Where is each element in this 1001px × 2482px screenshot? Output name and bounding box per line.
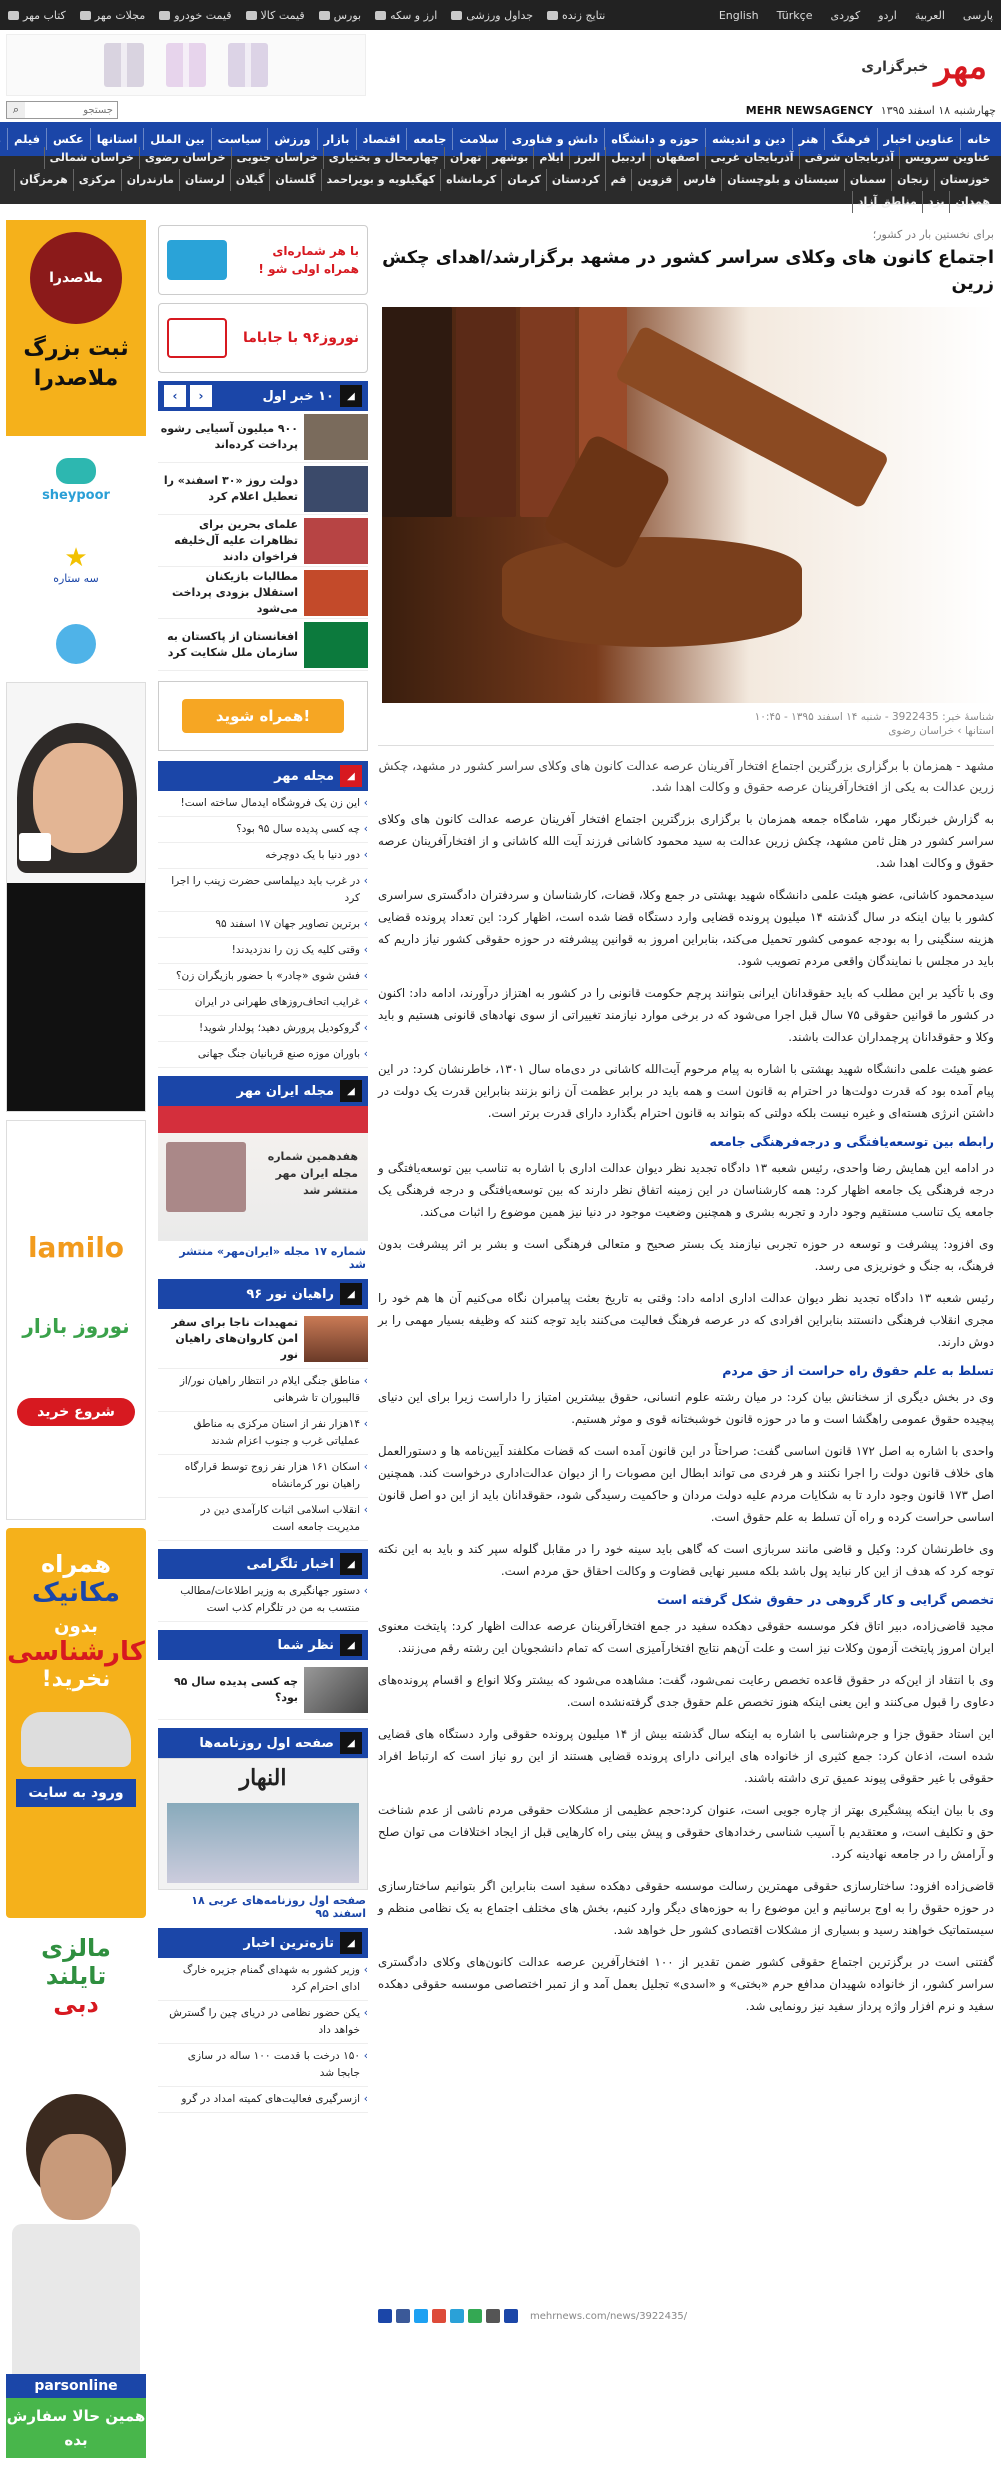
- language-option[interactable]: اردو: [878, 8, 897, 22]
- news-title: دولت روز «۳۰ اسفند» را تعطیل اعلام کرد: [163, 473, 298, 503]
- magazine-item[interactable]: › فشن شوی «چادر» با حضور بازیگران زن؟: [158, 964, 368, 990]
- sheypoor-logo-icon: [56, 458, 96, 484]
- news-thumbnail: [304, 622, 368, 668]
- search-icon[interactable]: ⌕: [7, 102, 25, 118]
- nav-item[interactable]: سلامت: [452, 128, 504, 150]
- utility-link[interactable]: [80, 9, 145, 22]
- opinion-item[interactable]: [158, 1660, 368, 1720]
- person-shirt: [12, 2224, 140, 2374]
- share-bar: [378, 2306, 994, 2326]
- utility-link-label: قیمت کالا: [260, 8, 305, 22]
- ad-text: نوروز بازار: [22, 1314, 130, 1338]
- start-shopping-button[interactable]: شروع خرید: [17, 1398, 135, 1426]
- province-link[interactable]: کهگیلویه و بویراحمد: [321, 169, 441, 191]
- section-title: اخبار تلگرامی: [246, 1556, 334, 1572]
- top-utility-bar: [0, 0, 1001, 30]
- pilgrims-header: [158, 1279, 368, 1309]
- search-input[interactable]: [25, 102, 117, 118]
- article-body-section-3: [378, 1386, 994, 1582]
- top-news-item[interactable]: [158, 515, 368, 567]
- nav-item[interactable]: جامعه: [406, 128, 452, 150]
- article-paragraph: وی خاطرنشان کرد: وکیل و قاضی مانند سربازی است که گاهی باید سینه خود را در مقابل گلوله سپر کند و باید به این نکته توجه کرد که هدف از این کار نباید پول باشد بلکه مسیر نهایی قضاوت و وکالت احقاق حق مردم است.: [378, 1542, 994, 1578]
- news-title: ۹۰۰ میلیون آسیایی رشوه پرداخت کرده‌اند: [160, 421, 298, 451]
- ad-text: با هر شماره‌ای همراه اولی شو !: [258, 244, 359, 276]
- pilgrims-item[interactable]: › مناطق جنگی ایلام در انتظار راهیان نور/از قالیبوران تا شرهانی: [158, 1369, 368, 1412]
- latest-header: [158, 1928, 368, 1958]
- nav-item[interactable]: [0, 128, 7, 150]
- nav-item[interactable]: استانها: [90, 128, 144, 150]
- article-body-section-2: [378, 1157, 994, 1353]
- lamilo-ad[interactable]: [6, 1120, 146, 1520]
- car-icon: [159, 11, 170, 20]
- utility-link-label: بورس: [333, 8, 362, 22]
- whatsapp-icon[interactable]: [468, 2309, 482, 2323]
- utility-link[interactable]: [8, 9, 66, 22]
- opinion-header: [158, 1630, 368, 1660]
- top-news-item[interactable]: [158, 411, 368, 463]
- news-thumbnail: [304, 570, 368, 616]
- article-paragraph: قاضی‌زاده افزود: ساختارسازی حقوقی مهمترین رسالت موسسه حقوقی دهکده سفید است بنابراین اگر بتوانیم ساختارسازی در حوزه حقوق را به اوج برسانیم و این موضوع را به حوزه‌های دیگر وارد کنیم، بخش های مختلف اجتماع به یک نظامی منظم و سیستماتیک خواهند رسید و بسیاری از مشکلات اقتصادی کشور حل خواهد شد.: [378, 1879, 994, 1937]
- ad-text: دبی: [53, 1990, 99, 2018]
- article-lead: مشهد - همزمان با برگزاری بزرگترین اجتماع افتخار آفرینان عرصه عدالت کانون های وکلای سراسر کشور در مشهد، چکش زرین عدالت به یکی از افتخارآفرینان عرصه حقوق و وکالت اهدا شد.: [378, 759, 994, 794]
- ear-logo-icon: [56, 624, 96, 664]
- magazine-item[interactable]: › وقتی کلیه یک زن را ندزدیدند!: [158, 938, 368, 964]
- date-group: [746, 104, 996, 117]
- top10-list: [158, 411, 368, 671]
- jabama-ad[interactable]: [158, 303, 368, 373]
- language-option[interactable]: کوردی: [830, 8, 861, 22]
- nav-item[interactable]: حوزه و دانشگاه: [604, 128, 705, 150]
- current-date: چهارشنبه ۱۸ اسفند ۱۳۹۵: [880, 103, 996, 117]
- province-link[interactable]: چهارمحال و بختیاری: [323, 147, 444, 169]
- telegram-header: [158, 1549, 368, 1579]
- article-paragraph: این استاد حقوق جزا و جرم‌شناسی با اشاره به اینکه سال گذشته بیش از ۱۴ میلیون پرونده حقوقی وارد دستگاه های قضایی شده است، اذعان کرد: جمع کثیری از خانواده های ایرانی دارای پرونده قضایی هستند از این رو نیاز است که ارتباط افراد حقوقی با غیر حقوقی پیوند عمیق تری داشته باشند.: [378, 1727, 994, 1785]
- section-title: صفحه اول روزنامه‌ها: [199, 1735, 334, 1751]
- magazine-item[interactable]: › باوران موزه صنع قربانیان جنگ جهانی: [158, 1042, 368, 1068]
- gift-box-icon: [104, 43, 144, 87]
- section-title: نظر شما: [277, 1637, 334, 1653]
- nav-item[interactable]: عناوین اخبار: [877, 128, 961, 150]
- pilgrims-item[interactable]: › ۱۴هزار نفر از استان مرکزی به مناطق عملیاتی غرب و جنوب اعزام شدند: [158, 1412, 368, 1455]
- nav-item[interactable]: فرهنگ: [824, 128, 876, 150]
- newspaper-front-page[interactable]: [158, 1758, 368, 1890]
- ad-text: مالزی: [41, 1934, 111, 1962]
- iranmehr-header: [158, 1076, 368, 1106]
- email-icon[interactable]: [486, 2309, 500, 2323]
- utility-link[interactable]: [451, 9, 533, 22]
- section-bullet-icon: ◢: [340, 1553, 362, 1575]
- se-setareh-ad[interactable]: [6, 536, 146, 606]
- magazine-list: [158, 791, 368, 1068]
- language-option[interactable]: پارسی: [962, 8, 993, 22]
- trophy-icon: [451, 11, 462, 20]
- order-now-button[interactable]: همین حالا سفارش بده: [6, 2398, 146, 2458]
- province-link[interactable]: یزد: [922, 191, 950, 213]
- language-switcher: [719, 9, 993, 22]
- province-link[interactable]: سمنان: [844, 169, 891, 191]
- province-link[interactable]: مناطق آزاد: [852, 191, 922, 213]
- province-link[interactable]: آذربایجان شرقی: [799, 147, 899, 169]
- section-bullet-icon: ◢: [340, 385, 362, 407]
- ad-text: نخرید!: [41, 1667, 111, 1692]
- hamrah-mechanic-ad[interactable]: [6, 1528, 146, 1918]
- ad-text: مکانیک: [32, 1578, 120, 1608]
- language-option[interactable]: Türkçe: [776, 8, 813, 22]
- province-link[interactable]: کردستان: [546, 169, 605, 191]
- province-link[interactable]: کرمانشاه: [440, 169, 501, 191]
- magazine-header: [158, 761, 368, 791]
- cup-icon: [19, 833, 51, 861]
- header-info-bar: [6, 100, 996, 120]
- nav-item[interactable]: خانه: [960, 128, 997, 150]
- top-news-item[interactable]: [158, 619, 368, 671]
- nav-item[interactable]: دین و اندیشه: [705, 128, 792, 150]
- site-logo[interactable]: [729, 38, 987, 96]
- pilgrims-item[interactable]: › انقلاب اسلامی اثبات کارآمدی دین در مدیریت جامعه است: [158, 1498, 368, 1541]
- iranmehr-cover-image[interactable]: [158, 1106, 368, 1241]
- article-subheading: رابطه بین توسعه‌یافتگی و درجه‌فرهنگی جامعه: [709, 1134, 994, 1149]
- section-bullet-icon: ◢: [340, 1080, 362, 1102]
- nav-item[interactable]: عکس: [46, 128, 90, 150]
- coin-icon: [375, 11, 386, 20]
- next-arrow-icon[interactable]: ›: [190, 385, 212, 407]
- nav-item[interactable]: بازار: [317, 128, 356, 150]
- ad-text: کارشناسی: [7, 1637, 145, 1667]
- province-link[interactable]: گیلان: [230, 169, 270, 191]
- section-bullet-icon: ◢: [340, 765, 362, 787]
- sheypoor-ad[interactable]: [6, 444, 146, 528]
- cart-icon: [246, 11, 257, 20]
- magazine-item[interactable]: › چه کسی پدیده سال ۹۵ بود؟: [158, 817, 368, 843]
- person-face: [40, 2134, 112, 2220]
- article: [378, 228, 994, 2027]
- province-link[interactable]: همدان: [949, 191, 995, 213]
- section-title: راهیان نور ۹۶: [246, 1286, 334, 1302]
- province-link[interactable]: کرمان: [501, 169, 546, 191]
- province-link[interactable]: سیستان و بلوچستان: [721, 169, 844, 191]
- section-title: ۱۰ خبر اول: [262, 388, 334, 404]
- article-paragraph: سیدمحمود کاشانی، عضو هیئت علمی دانشگاه شهید بهشتی در جمع وکلا، قضات، کارشناسان و سردفتران دادگستری سراسری کشور با بیان اینکه در سال گذشته ۱۴ میلیون پرونده قضایی وارد دستگاه قضا شده است، اظهار کرد: این تعداد پرونده قضایی هزینه سنگینی را به بودجه عمومی کشور تحمیل می‌کند، بنابراین امروز به قوانین پیشرفته در حوزه حقوقی کشور نیاز داریم که باید در مجلس با نمایندگان واقعی مردم تصویب شود.: [378, 888, 994, 968]
- chart-icon: [319, 11, 330, 20]
- province-link[interactable]: قم: [605, 169, 632, 191]
- news-title: افغانستان از پاکستان به سازمان ملل شکایت کرد: [167, 629, 298, 659]
- mollasadra-badge: ملاصدرا: [30, 232, 122, 324]
- short-link[interactable]: mehrnews.com/news/3922435/: [530, 2310, 688, 2322]
- magazine-icon: [80, 11, 91, 20]
- news-title: مطالبات بازیکنان استقلال بزودی پرداخت می‌شود: [171, 569, 298, 615]
- latest-news-item[interactable]: › ازسرگیری فعالیت‌های کمیته امداد در گرو: [158, 2087, 368, 2113]
- magazine-item[interactable]: › گروکودیل پرورش دهید؛ پولدار شوید!: [158, 1016, 368, 1042]
- magazine-item[interactable]: › دور دنیا با یک دوچرخه: [158, 843, 368, 869]
- nav-item[interactable]: هنر: [792, 128, 825, 150]
- newspapers-header: [158, 1728, 368, 1758]
- province-link[interactable]: لرستان: [179, 169, 230, 191]
- province-link[interactable]: مازندران: [121, 169, 179, 191]
- more-share-icon[interactable]: [504, 2309, 518, 2323]
- book-icon: [8, 11, 19, 20]
- pilgrims-item[interactable]: › اسکان ۱۶۱ هزار نفر زوج توسط قرارگاه راهیان نور کرمانشاه: [158, 1455, 368, 1498]
- tour-ad[interactable]: [6, 1926, 146, 2086]
- province-link[interactable]: خراسان جنوبی: [231, 147, 323, 169]
- utility-link[interactable]: [375, 9, 437, 22]
- section-title: مجله ایران مهر: [236, 1083, 334, 1099]
- magazine-item[interactable]: › این زن یک فروشگاه ایدمال ساخته است!: [158, 791, 368, 817]
- prev-arrow-icon[interactable]: ‹: [164, 385, 186, 407]
- utility-link[interactable]: [159, 9, 231, 22]
- province-link[interactable]: البرز: [569, 147, 606, 169]
- article-paragraph: گفتنی است در برگزترین اجتماع حقوقی کشور ضمن تقدیر از ۱۰۰ افتخارآفرین عرصه عدالت کانون‌های وکلای دادگستری سراسر کشور، از خانواده شهیدان مدافع حرم «بختی» و «اسدی» تجلیل بعمل آمد و از تمبر اختصاصی موسسه حقوقی دهکده سفید و نرم افزار واژه پرداز سفید نیز رونمایی شد.: [378, 1955, 995, 2013]
- article-paragraph: به گزارش خبرنگار مهر، شامگاه جمعه همزمان با برگزاری بزرگترین اجتماع افتخار آفرینان عرصه عدالت کانون های وکلای سراسر کشور در هتل ثامن مشهد، چکش زرین عدالت به سید محمود کاشانی فرزند آیت الله کاشانی و از افتخارآفرینان عرصه حقوق و وکالت اهدا شد.: [378, 812, 994, 870]
- nav-item[interactable]: فیلم: [7, 128, 46, 150]
- utility-link-label: ارز و سکه: [390, 8, 438, 22]
- latest-news-item[interactable]: › یکن حضور نظامی در دریای چین را گسترش خواهد داد: [158, 2001, 368, 2044]
- news-thumbnail: [304, 1316, 368, 1362]
- mollasadra-ad[interactable]: [6, 220, 146, 436]
- province-link[interactable]: خراسان رضوی: [139, 147, 231, 169]
- province-link[interactable]: زنجان: [891, 169, 934, 191]
- ad-text: نوروز۹۶ با جاباما: [243, 330, 359, 346]
- province-link[interactable]: تهران: [444, 147, 486, 169]
- top-news-item[interactable]: [158, 567, 368, 619]
- pilgrims-list: [158, 1369, 368, 1541]
- section-title: مجله مهر: [274, 768, 334, 784]
- article-paragraph: واحدی با اشاره به اصل ۱۷۲ قانون اساسی گفت: صراحتاً در این قانون آمده است که قضات مکلفند آیین‌نامه ها و دستورالعمل های خلاف قانون دولت را اجرا نکنند و هر فردی می تواند ابطال این مصوبات را از دیوان عدالت‌اداری درخواست کند. همچنین اصل ۱۷۳ قانون وجود دارد تا به شکایات مردم علیه دولت مردان و حاکمیت رسیدگی شود، حقوقدانان باید از این دو اصل قانون اساسی حراست کرده و راه آن تسلط به علم حقوق است.: [378, 1444, 994, 1524]
- province-link[interactable]: اردبیل: [605, 147, 650, 169]
- article-headline: اجتماع کانون های وکلای سراسر کشور در مشهد برگزارشد/اهدای چکش زرین: [382, 248, 994, 294]
- cover-text: هفدهمین شماره مجله ایران مهر منتشر شد: [267, 1150, 358, 1197]
- province-link[interactable]: اصفهان: [650, 147, 704, 169]
- article-body-section-1: [378, 808, 994, 1124]
- logo-subtitle: خبرگزاری: [861, 59, 929, 75]
- provinces-navigation: [0, 151, 1001, 208]
- utility-link-label: کتاب مهر: [23, 8, 66, 22]
- news-thumbnail: [304, 414, 368, 460]
- utility-link-label: جداول ورزشی: [466, 8, 534, 22]
- left-ad-column: [6, 220, 146, 2482]
- language-option[interactable]: العربیة: [914, 8, 945, 22]
- section-bullet-icon: ◢: [340, 1283, 362, 1305]
- join-button[interactable]: همراه شوید!: [182, 699, 344, 733]
- article-hero-image-gavel: [382, 307, 994, 703]
- article-body-section-4: [378, 1615, 994, 2017]
- utility-links: [8, 9, 605, 22]
- article-paragraph: وی با تأکید بر این مطلب که باید حقوقدانان ایرانی بتوانند پرچم حکومت قانونی را در کشور به اهتزاز درآورند، ادامه داد: اکنون در کشور ما قوانین حقوقی ۷۵ سال قبل اجرا می‌شود که در برخی موارد نیازمند تغییراتی از سوی نهادهای قانونی هستیم و باید وکلا و حقوقدانان پرچمداران عدالت باشند.: [378, 986, 994, 1044]
- province-link[interactable]: عناوین سرویس: [899, 147, 995, 169]
- ad-text: lamilo: [27, 1231, 125, 1264]
- gift-box-icon: [228, 43, 268, 87]
- province-link[interactable]: خوزستان: [934, 169, 995, 191]
- province-link[interactable]: آذربایجان غربی: [705, 147, 799, 169]
- latest-list: [158, 1958, 368, 2113]
- article-paragraph: مجید قاضی‌زاده، دبیر اتاق فکر موسسه حقوقی دهکده سفید در جمع افتخارآفرینان عرصه عدالت اظهار کرد: پایتخت معنوی ایران امروز پایتخت آزمون وکلات نیز است و علت آن‌هم نتایج افتخارآمیزی است که تمام دانشجویان این رشته رقم می‌زنند.: [378, 1619, 994, 1655]
- top-news-item[interactable]: [158, 463, 368, 515]
- article-paragraph: عضو هیئت علمی دانشگاه شهید بهشتی با اشاره به پیام مرحوم آیت‌الله کاشانی در دی‌ماه سال ۱۳۰۱، خاطرنشان کرد: در این پیام آمده بود که قدرت دولت‌ها در احترام به قانون است و همه باید در برابر عظمت آن زانو بزنند بنابراین قدرت یک دولت در داشتن انرژی هسته‌ای و غیره نیست بلکه دولتی که بتواند به قانون احترام بگذارد دارای قدرت برتر است.: [378, 1062, 994, 1120]
- person-ad[interactable]: [6, 682, 146, 1112]
- article-kicker: برای نخستین بار در کشور؛: [872, 228, 994, 241]
- province-link[interactable]: قزوین: [631, 169, 677, 191]
- province-link[interactable]: مرکزی: [73, 169, 121, 191]
- article-paragraph: رئیس شعبه ۱۳ دادگاه تجدید نظر دیوان عدالت اداری ادامه داد: وقتی به تاریخ بعثت پیامبران نگاه می‌کنیم آن ها هم خود را مجری انقلاب فرهنگی دانستند بنابراین افرادی که در عرصه فرهنگ فعالیت می‌کنند باید توجه کنند که وظیفه بسیار مهمی را بر دوش دارند.: [378, 1291, 994, 1349]
- print-icon[interactable]: [378, 2309, 392, 2323]
- article-paragraph: وی افزود: پیشرفت و توسعه در حوزه تجربی نیازمند یک بستر صحیح و متعالی فرهنگی است و بشر بر اثر پیشرفت بدون فرهنگ، به جنگ و خونریزی می رسد.: [378, 1237, 994, 1273]
- join-cta-box: [158, 681, 368, 751]
- section-bullet-icon: ◢: [340, 1634, 362, 1656]
- ear-ad[interactable]: [6, 614, 146, 674]
- section-bullet-icon: ◢: [340, 1732, 362, 1754]
- province-link[interactable]: هرمزگان: [14, 169, 73, 191]
- facebook-icon[interactable]: [396, 2309, 410, 2323]
- car-icon: [21, 1712, 131, 1767]
- ad-text: بدون: [54, 1616, 98, 1637]
- utility-link[interactable]: [319, 9, 361, 22]
- magazine-item[interactable]: › غرایب اتحاف‌روزهای طهرانی در ایران: [158, 990, 368, 1016]
- ad-text: سه ستاره: [53, 572, 99, 585]
- nav-item[interactable]: سیاست: [211, 128, 268, 150]
- province-link[interactable]: بوشهر: [486, 147, 533, 169]
- section-bullet-icon: ◢: [340, 1932, 362, 1954]
- ad-text: sheypoor: [42, 488, 110, 503]
- article-subheading: تسلط به علم حقوق راه حراست از حق مردم: [722, 1363, 994, 1378]
- magazine-item[interactable]: › در غرب باید دیپلماسی حضرت زینب را اجرا کرد: [158, 869, 368, 912]
- twitter-icon[interactable]: [414, 2309, 428, 2323]
- cover-photo: [166, 1142, 246, 1212]
- gift-box-icon: [166, 43, 206, 87]
- parsonline-ad[interactable]: [6, 2094, 146, 2474]
- header-banner-ad[interactable]: [6, 34, 366, 96]
- province-link[interactable]: خراسان شمالی: [44, 147, 139, 169]
- search-box: [6, 101, 118, 119]
- news-title: تمهیدات ناجا برای سفر امن کاروان‌های راهیان نور: [171, 1315, 298, 1361]
- newspaper-photo: [167, 1803, 359, 1883]
- operator-logo-icon: [167, 240, 227, 280]
- language-option[interactable]: English: [718, 8, 759, 22]
- utility-link[interactable]: [246, 9, 305, 22]
- opinion-question: چه کسی پدیده سال ۹۵ بود؟: [173, 1674, 298, 1704]
- utility-link[interactable]: [547, 9, 605, 22]
- magazine-item[interactable]: › برترین تصاویر جهان ۱۷ اسفند ۹۵: [158, 912, 368, 938]
- newspapers-caption[interactable]: صفحه اول روزنامه‌های عربی ۱۸ اسفند ۹۵: [191, 1894, 366, 1920]
- telegram-item[interactable]: › دستور جهانگیری به وزیر اطلاعات/مطالب منتسب به من در تلگرام کذب است: [158, 1579, 368, 1622]
- article-paragraph: وی در بخش دیگری از سخنانش بیان کرد: در میان رشته علوم انسانی، حقوق بیشترین امتیاز را داراست زیرا برای این دنیای پیچیده حقوق عمومی راهگشا است و ما در حوزه قانون خوشبختانه قوی و موثر هستیم.: [378, 1390, 994, 1426]
- nav-item[interactable]: بین الملل: [143, 128, 210, 150]
- article-subheading: تخصص گرایی و کار گروهی در حقوق شکل گرفته است: [656, 1592, 994, 1607]
- jabama-logo-icon: [167, 318, 227, 358]
- utility-link-label: مجلات مهر: [94, 8, 146, 22]
- agency-name: MEHR NEWSAGENCY: [745, 103, 873, 117]
- enter-site-button[interactable]: ورود به سایت: [16, 1779, 136, 1807]
- ad-text: parsonline: [6, 2374, 146, 2398]
- latest-news-item[interactable]: › وزیر کشور به شهدای گمنام جزیره خارگ ادای احترام کرد: [158, 1958, 368, 2001]
- article-paragraph: وی با بیان اینکه پیشگیری بهتر از چاره جویی است، عنوان کرد:حجم عظیمی از مشکلات حقوقی مردم ناشی از عدم شناخت حق و تکلیف است، و معتقدیم با آسیب شناسی رخدادهای حقوقی و پیش بینی راه کارهایی قبل از ایجاد اختلافات می توان صلح و آرامش را در جامعه نهادینه کرد.: [378, 1803, 994, 1861]
- news-thumbnail: [304, 518, 368, 564]
- star-icon: ★: [64, 543, 88, 573]
- middle-sidebar: [158, 225, 368, 2113]
- province-link[interactable]: گلستان: [269, 169, 320, 191]
- telegram-icon[interactable]: [450, 2309, 464, 2323]
- news-title: علمای بحرین برای تظاهرات علیه آل‌خلیفه فراخوان دادند: [174, 517, 298, 563]
- iranmehr-caption[interactable]: شماره ۱۷ مجله «ایران‌مهر» منتشر شد: [179, 1245, 366, 1271]
- latest-news-item[interactable]: › ۱۵۰ درخت با قدمت ۱۰۰ ساله در سازی جابجا شد: [158, 2044, 368, 2087]
- nav-item[interactable]: اقتصاد: [356, 128, 407, 150]
- person-clothes: [7, 883, 146, 1112]
- nav-item[interactable]: دانش و فناوری: [505, 128, 604, 150]
- article-meta: شناسهٔ خبر: 3922435 - شنبه ۱۴ اسفند ۱۳۹۵ - ۱۰:۴۵: [754, 711, 994, 723]
- utility-link-label: قیمت خودرو: [174, 8, 232, 22]
- article-paragraph: وی با انتقاد از این‌که در حقوق قاعده تخصص رعایت نمی‌شود، گفت: مشاهده می‌شود که بیشتر وکلا انواع و اقسام پرونده‌های دعاوی را قبول می‌کنند و این یعنی اینکه هنوز تخصص علم حقوق جدی گرفته‌نشده است.: [378, 1673, 994, 1709]
- ad-text: تایلند: [45, 1962, 107, 1990]
- newspaper-name: النهار: [239, 1765, 287, 1791]
- news-thumbnail: [304, 466, 368, 512]
- breadcrumb[interactable]: استانها › خراسان رضوی: [378, 725, 994, 746]
- nav-item[interactable]: ورزش: [267, 128, 316, 150]
- google-plus-icon[interactable]: [432, 2309, 446, 2323]
- opinion-thumbnail: [304, 1667, 368, 1713]
- ad-text: ثبت بزرگ ملاصدرا: [23, 336, 129, 391]
- province-link[interactable]: فارس: [677, 169, 721, 191]
- top10-header: [158, 381, 368, 411]
- logo-mark: مهر: [934, 47, 987, 87]
- utility-link-label: نتایج زنده: [562, 8, 606, 22]
- section-title: تازه‌ترین اخبار: [243, 1935, 334, 1951]
- article-paragraph: در ادامه این همایش رضا واحدی، رئیس شعبه ۱۳ دادگاه تجدید نظر دیوان عدالت اداری با اشاره به تناسب بین توسعه‌یافتگی و درجه فرهنگی یک جامعه اظهار کرد: همه کارشناسان در این زمینه اتفاق نظر دارند که بین توسعه‌یافتگی و درجه فرهنگی یک جامعه یک تناسب مستقیم وجود دارد و تجربه بشری و همچنین وضعیت موجود در دنیا نیز همین موضوع را اثبات می‌کند.: [378, 1161, 994, 1219]
- live-icon: [547, 11, 558, 20]
- province-link[interactable]: ایلام: [533, 147, 568, 169]
- site-header: [0, 30, 1001, 122]
- pilgrims-lead-item[interactable]: [158, 1309, 368, 1369]
- ad-text: همراه: [40, 1550, 112, 1578]
- hamrah-aval-ad[interactable]: [158, 225, 368, 295]
